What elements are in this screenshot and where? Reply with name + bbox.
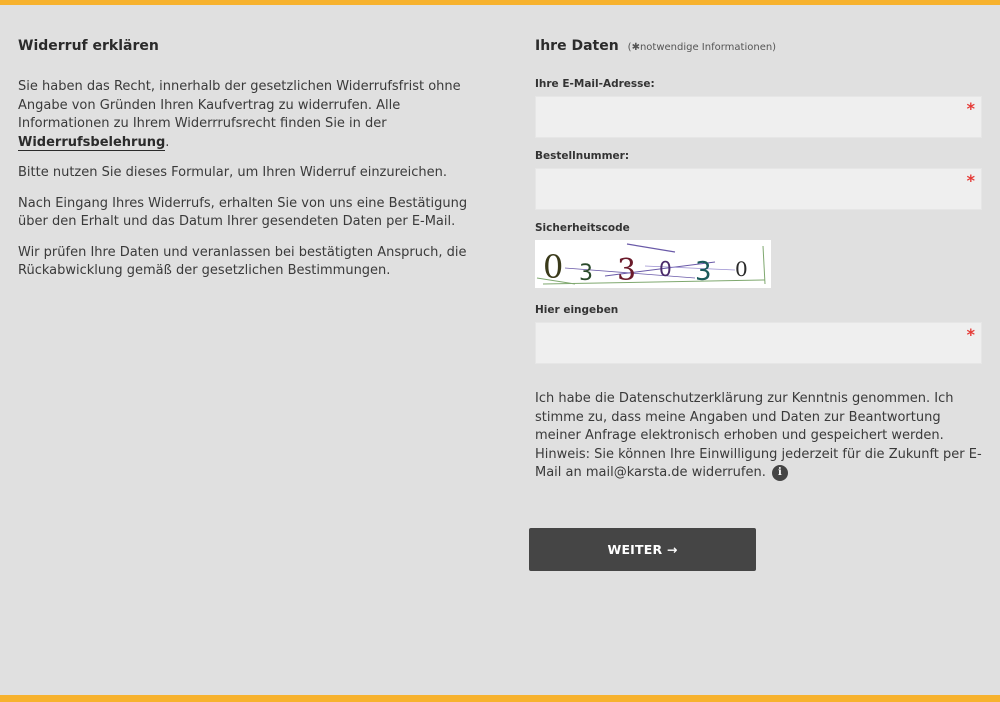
captcha-char: 3 (617, 253, 637, 288)
captcha-image (535, 240, 771, 288)
order-number-wrapper (535, 168, 982, 210)
info-paragraph-review: Wir prüfen Ihre Daten und veranlassen bei bestätigten Anspruch, die Rückabwicklung gemäß der gesetzlichen Bestimmungen. (18, 244, 467, 278)
paragraph-text: Sie haben das Recht, innerhalb der gesetzlichen Widerrufsfrist ohne Angabe von Gründen Ihren Kaufvertrag zu widerrufen. Alle Informationen zu Ihrem Widerrrufsrecht finden Sie in der (18, 79, 461, 131)
required-note: (✱notwendige Informationen) (627, 42, 777, 53)
captcha-input-wrapper (535, 322, 982, 364)
required-marker: * (966, 99, 975, 118)
captcha-char: 0 (735, 257, 748, 281)
section-title: Widerruf erklären (18, 38, 159, 54)
captcha-char: 3 (695, 257, 712, 287)
order-number-label: Bestellnummer: (535, 150, 630, 162)
captcha-input[interactable] (536, 323, 981, 363)
bottom-accent-bar (0, 695, 1000, 702)
email-field-wrapper (535, 96, 982, 138)
info-icon[interactable]: i (772, 465, 788, 481)
info-paragraph-confirmation: Nach Eingang Ihres Widerrufs, erhalten Sie von uns eine Bestätigung über den Erhalt und das Datum Ihrer gesendeten Daten per E-Mail. (18, 195, 468, 229)
paragraph-text-end: . (165, 134, 170, 150)
withdrawal-form (535, 38, 982, 483)
form-header (535, 38, 982, 54)
email-label: Ihre E-Mail-Adresse: (535, 78, 655, 90)
captcha-graphic (535, 240, 771, 288)
info-paragraph-form: Bitte nutzen Sie dieses Formular, um Ihren Widerruf einzureichen. (18, 165, 448, 180)
captcha-char: 0 (543, 248, 564, 286)
order-number-field[interactable] (536, 169, 981, 209)
privacy-consent (535, 390, 982, 483)
captcha-input-label: Hier eingeben (535, 304, 619, 316)
consent-text: Ich habe die Datenschutzerklärung zur Kenntnis genommen. Ich stimme zu, dass meine Angaben und Daten zur Beantwortung meiner Anfrage elektronisch erhoben und gespeichert werden. Hinweis: Sie können Ihre Einwilligung jederzeit für die Zukunft per E-Mail an mail@karsta.de widerrufen. (535, 391, 982, 480)
captcha-char: 0 (659, 257, 672, 281)
email-field[interactable] (536, 97, 981, 137)
form-title: Ihre Daten (535, 38, 619, 54)
submit-button[interactable]: WEITER → (529, 528, 756, 571)
captcha-char: 3 (579, 261, 593, 286)
top-accent-bar (0, 0, 1000, 5)
captcha-label: Sicherheitscode (535, 222, 630, 234)
required-marker: * (966, 325, 975, 344)
required-marker: * (966, 171, 975, 190)
info-paragraph-rights (18, 78, 468, 152)
withdrawal-policy-link[interactable]: Widerrufsbelehrung (18, 134, 166, 150)
withdrawal-info-section (18, 38, 468, 293)
